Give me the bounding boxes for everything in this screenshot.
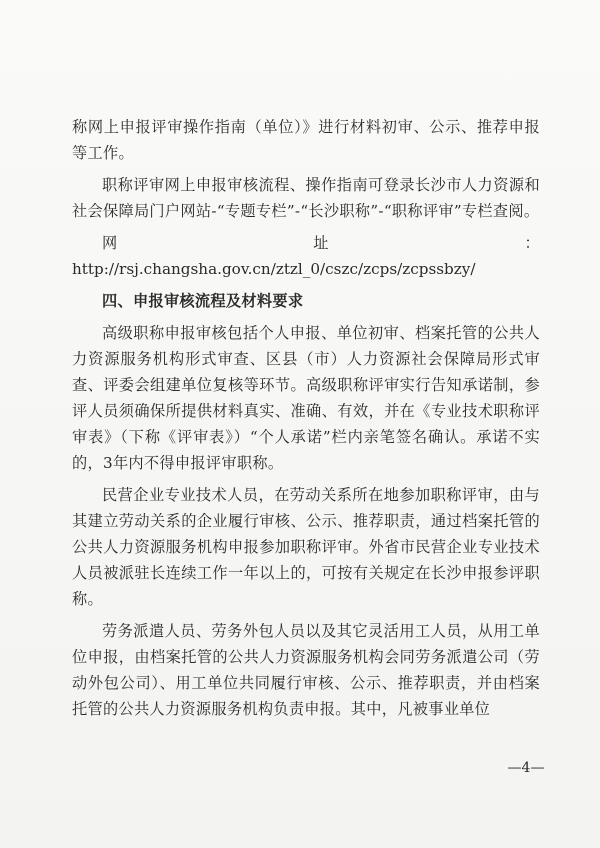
paragraph-private-enterprise: 民营企业专业技术人员，在劳动关系所在地参加职称评审，由与其建立劳动关系的企业履行审核、公示、推荐职责，通过档案托管的公共人力资源服务机构申报参加职称评审。外省市民营企业专业技术人员被派驻长连续工作一年以上的，可按有关规定在长沙申报参评职称。 <box>72 486 540 608</box>
paragraph-portal-guide: 职称评审网上申报审核流程、操作指南可登录长沙市人力资源和社会保障局门户网站-“专题专栏”-“长沙职称”-“职称评审”专栏查阅。 <box>72 176 540 220</box>
website-label: 网址： <box>102 234 540 252</box>
paragraph-dispatched-workers: 劳务派遣人员、劳务外包人员以及其它灵活用工人员，从用工单位申报，由档案托管的公共人力资源服务机构会同劳务派遣公司（劳动外包公司）、用工单位共同履行审核、公示、推荐职责，并由档案托管的公共人力资源服务机构负责申报。其中，凡被事业单位 <box>72 622 540 718</box>
page-body <box>72 114 540 728</box>
paragraph-senior-review: 高级职称申报审核包括个人申报、单位初审、档案托管的公共人力资源服务机构形式审查、区县（市）人力资源社会保障局形式审查、评委会组建单位复核等环节。高级职称评审实行告知承诺制，参评人员须确保所提供材料真实、准确、有效，并在《专业技术职称评审表》（下称《评审表》）“个人承诺”栏内亲笔签名确认。承诺不实的，3年内不得申报评审职称。 <box>72 324 540 472</box>
paragraph-continuation: 称网上申报评审操作指南（单位）》进行材料初审、公示、推荐申报等工作。 <box>72 118 540 162</box>
paragraph-website <box>72 230 540 282</box>
website-url[interactable]: http://rsj.changsha.gov.cn/ztzl_0/cszc/zcps/zcpssbzy/ <box>72 260 476 278</box>
page-number: —4— <box>507 760 545 776</box>
section-heading: 四、申报审核流程及材料要求 <box>102 292 304 310</box>
